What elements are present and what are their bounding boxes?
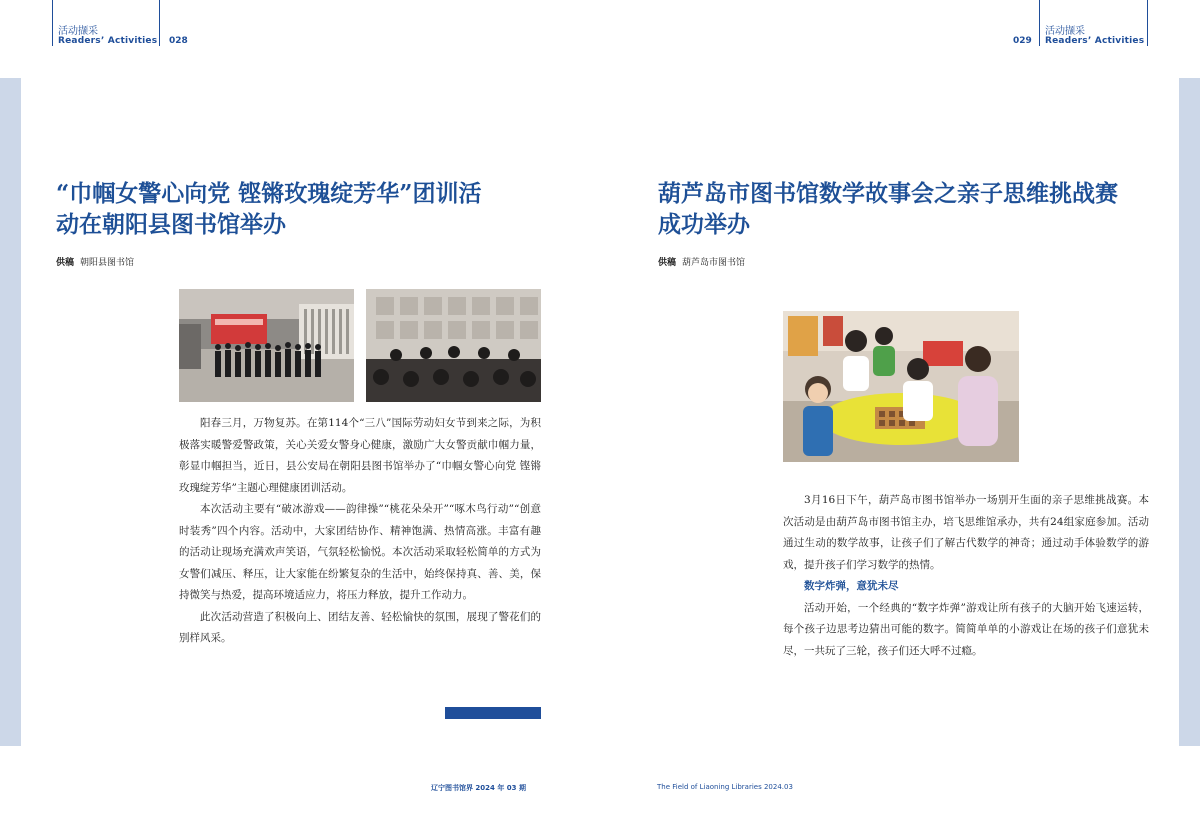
right-paragraph-2: 活动开始，一个经典的“数字炸弹”游戏让所有孩子的大脑开始飞速运转，每个孩子边思考边猜出可能的数字。简简单单的小游戏让在场的孩子们意犹未尽，一共玩了三轮，孩子们还大呼不过瘾。: [783, 601, 1149, 657]
photo-library-hall-exercise: [179, 289, 354, 402]
right-header-section-en: Readers’ Activities: [1045, 36, 1145, 46]
left-title-line-2: 动在朝阳县图书馆举办: [56, 211, 286, 238]
left-article-body: [179, 413, 541, 650]
right-header-section-cn: 活动撷采: [1045, 26, 1085, 37]
photo-lecture-room: [366, 289, 541, 402]
right-subheading: 数字炸弹，意犹未尽: [804, 580, 899, 592]
right-footer: The Field of Liaoning Libraries 2024.03: [657, 783, 793, 791]
children-game-illustration: [783, 311, 1019, 462]
right-byline-source: 葫芦岛市图书馆: [682, 258, 746, 268]
left-byline-source: 朝阳县图书馆: [80, 258, 135, 268]
right-paragraph-1: 3月16日下午，葫芦岛市图书馆举办一场别开生面的亲子思维挑战赛。本次活动是由葫芦岛市图书馆主办，培飞思维馆承办，共有24组家庭参加。活动通过生动的数学故事，让孩子们了解古代数学的神奇；通过动手体验数学的游戏，提升孩子们学习数学的热情。: [783, 494, 1149, 571]
right-article-title: [658, 178, 1158, 240]
left-byline-label: 供稿: [56, 258, 75, 268]
left-title-line-1: “巾帼女警心向党 铿锵玫瑰绽芳华”团训活: [56, 180, 482, 207]
left-header-section-en: Readers’ Activities: [58, 36, 158, 46]
library-hall-illustration: [179, 289, 354, 402]
left-paragraph-1: 阳春三月，万物复苏。在第114个“三八”国际劳动妇女节到来之际，为积极落实暖警爱警政策，关心关爱女警身心健康，激励广大女警贡献巾帼力量，彰显巾帼担当，近日，县公安局在朝阳县图书馆举办了“巾帼女警心向党 铿锵玫瑰绽芳华”主题心理健康团训活动。: [179, 417, 541, 494]
right-title-line-1: 葫芦岛市图书馆数学故事会之亲子思维挑战赛: [658, 180, 1118, 207]
left-header-rule-inner: [159, 0, 160, 46]
left-footer: 辽宁图书馆界 2024 年 03 期: [431, 784, 526, 792]
right-byline-label: 供稿: [658, 258, 677, 268]
left-paragraph-3: 此次活动营造了积极向上、团结友善、轻松愉快的氛围，展现了警花们的别样风采。: [179, 610, 541, 644]
right-header-rule-inner: [1039, 0, 1040, 46]
lecture-room-illustration: [366, 289, 541, 402]
left-header-section-cn: 活动撷采: [58, 26, 98, 37]
left-header-rule-outer: [52, 0, 53, 46]
right-title-line-2: 成功举办: [658, 211, 750, 238]
right-page-number: 029: [1013, 36, 1032, 46]
left-page-number: 028: [169, 36, 188, 46]
article-end-bar: [445, 707, 541, 719]
right-article-body: [783, 490, 1149, 662]
right-header-rule-outer: [1147, 0, 1148, 46]
left-article-title: [56, 178, 556, 240]
photo-parent-child-math-game: [783, 311, 1019, 462]
right-byline: [658, 255, 745, 268]
left-paragraph-2: 本次活动主要有“破冰游戏——韵律操”“桃花朵朵开”“啄木鸟行动”“创意时装秀”四个内容。活动中，大家团结协作、精神饱满、热情高涨。丰富有趣的活动让现场充满欢声笑语，气氛轻松愉悦。本次活动采取轻松简单的方式为女警们减压、释压，让大家能在纷繁复杂的生活中，始终保持真、善、美，保持微笑与热爱，提高环境适应力，将压力释放，提升工作动力。: [179, 503, 541, 601]
left-byline: [56, 255, 134, 268]
left-page-band: [0, 78, 21, 746]
right-page-band: [1179, 78, 1200, 746]
